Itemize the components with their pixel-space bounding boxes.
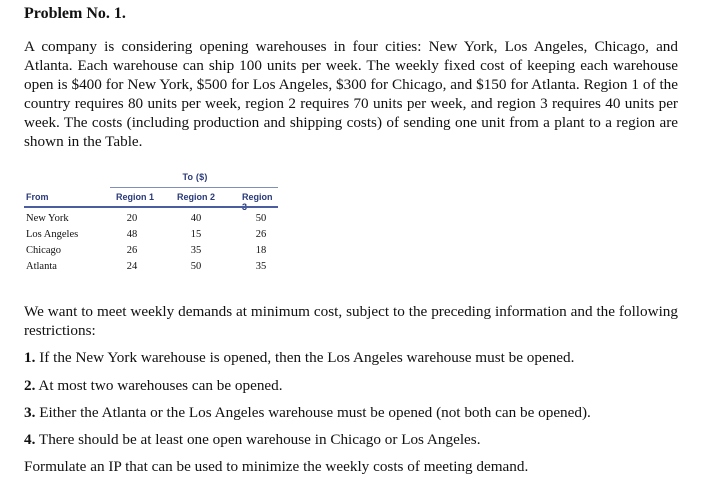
restriction-text: Either the Atlanta or the Los Angeles warehouse must be opened (not both can be opened). xyxy=(35,404,591,421)
row-city: New York xyxy=(26,213,69,224)
cell-region-3: 50 xyxy=(255,213,267,224)
restriction-3 xyxy=(24,403,678,422)
cell-region-2: 15 xyxy=(190,229,202,240)
row-city: Chicago xyxy=(26,245,61,256)
row-city: Los Angeles xyxy=(26,229,79,240)
cell-region-1: 26 xyxy=(126,245,138,256)
column-header-from: From xyxy=(26,192,49,202)
cell-region-2: 40 xyxy=(190,213,202,224)
cell-region-2: 50 xyxy=(190,261,202,272)
restriction-number: 3. xyxy=(24,404,36,421)
cell-region-1: 24 xyxy=(126,261,138,272)
restrictions-intro: We want to meet weekly demands at minimum cost, subject to the preceding information and the following restrictions: xyxy=(24,303,678,339)
table-group-header: To ($) xyxy=(182,172,208,182)
restriction-number: 2. xyxy=(24,377,36,394)
cell-region-1: 20 xyxy=(126,213,138,224)
group-header-rule xyxy=(110,187,278,188)
table-row xyxy=(24,261,278,277)
restriction-text: At most two warehouses can be opened. xyxy=(35,377,283,394)
cell-region-2: 35 xyxy=(190,245,202,256)
cell-region-3: 26 xyxy=(255,229,267,240)
table-row xyxy=(24,213,278,229)
problem-title: Problem No. 1. xyxy=(24,5,126,22)
cell-region-3: 18 xyxy=(255,245,267,256)
header-rule xyxy=(24,206,278,208)
restriction-number: 4. xyxy=(24,431,36,448)
restriction-2 xyxy=(24,376,678,395)
cell-region-1: 48 xyxy=(126,229,138,240)
column-header-region-1: Region 1 xyxy=(116,192,155,202)
table-row xyxy=(24,229,278,245)
restriction-1 xyxy=(24,348,678,367)
restriction-number: 1. xyxy=(24,349,36,366)
column-header-region-2: Region 2 xyxy=(177,192,216,202)
column-header-region-3: Region 3 xyxy=(242,192,273,212)
cell-region-3: 35 xyxy=(255,261,267,272)
problem-intro: A company is considering opening warehouses in four cities: New York, Los Angeles, Chicago, and Atlanta. Each warehouse can ship 100 units per week. The weekly fixed cost of keeping each warehouse open is $400 for New York, $500 for Los Angeles, $300 for Chicago, and $150 for Atlanta. Region 1 of the country requires 80 units per week, region 2 requires 70 units per week, and region 3 requires 40 units per week. The costs (including production and shipping costs) of sending one unit from a plant to a region are shown in the Table. xyxy=(24,38,678,150)
restriction-4 xyxy=(24,430,678,449)
table-row xyxy=(24,245,278,261)
closing-instruction: Formulate an IP that can be used to minimize the weekly costs of meeting demand. xyxy=(24,458,529,475)
row-city: Atlanta xyxy=(26,261,57,272)
restriction-text: There should be at least one open warehouse in Chicago or Los Angeles. xyxy=(35,431,481,448)
restriction-text: If the New York warehouse is opened, then the Los Angeles warehouse must be opened. xyxy=(35,349,575,366)
